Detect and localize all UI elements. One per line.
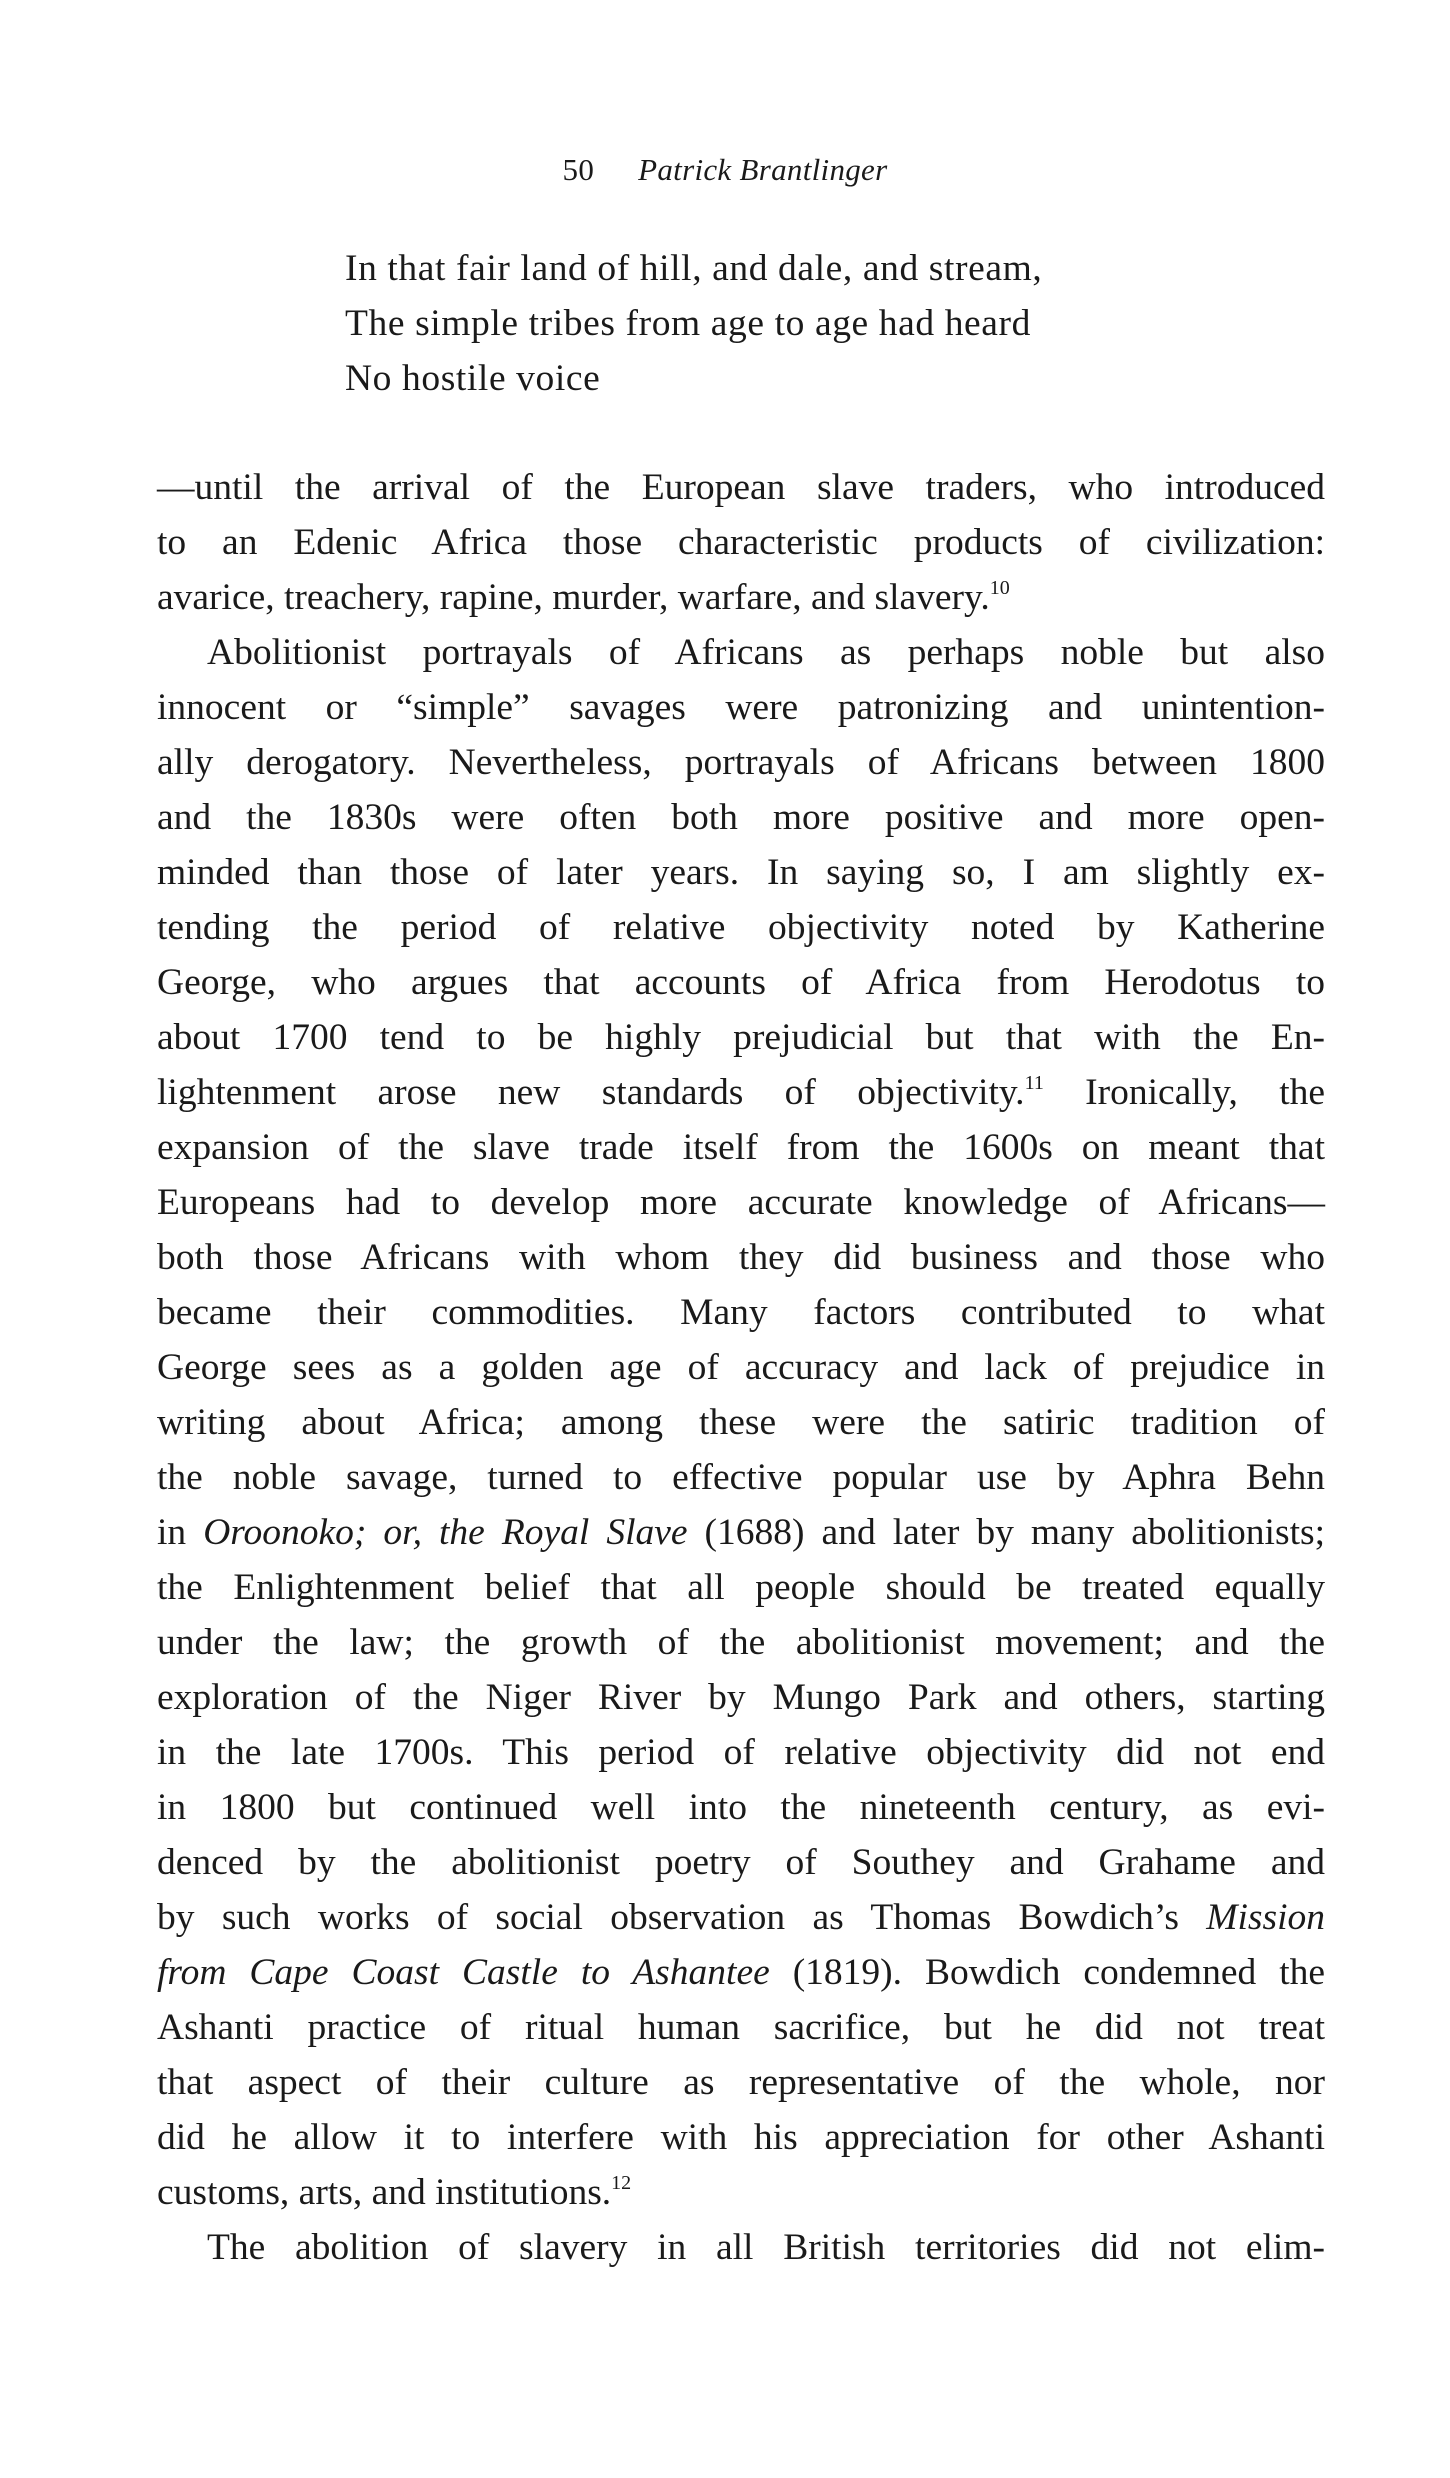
text-line: did he allow it to interfere with his appreciation for other Ashanti: [157, 2117, 1325, 2158]
footnote-ref-11: 11: [1024, 1072, 1044, 1094]
text-line: about 1700 tend to be highly prejudicial but that with the En-: [157, 1017, 1325, 1058]
text-line: ally derogatory. Nevertheless, portrayals of Africans between 1800: [157, 742, 1325, 783]
page-number: 50: [562, 152, 595, 187]
text-fragment: in: [157, 1512, 204, 1553]
text-line: exploration of the Niger River by Mungo Park and others, starting: [157, 1677, 1325, 1718]
text-line: to an Edenic Africa those characteristic products of civilization:: [157, 522, 1325, 563]
text-fragment: (1819). Bowdich condemned the: [769, 1952, 1326, 1993]
text-line: the noble savage, turned to effective popular use by Aphra Behn: [157, 1457, 1325, 1498]
text-line: and the 1830s were often both more positive and more open-: [157, 797, 1325, 838]
text-fragment: lightenment arose new standards of objectivity.: [157, 1072, 1025, 1113]
text-line: expansion of the slave trade itself from the 1600s on meant that: [157, 1127, 1325, 1168]
text-line: The abolition of slavery in all British territories did not elim-: [207, 2227, 1325, 2268]
text-line: George, who argues that accounts of Africa from Herodotus to: [157, 962, 1325, 1003]
running-head-author: Patrick Brantlinger: [638, 152, 888, 187]
text-line: both those Africans with whom they did business and those who: [157, 1237, 1325, 1278]
text-line: Ashanti practice of ritual human sacrifice, but he did not treat: [157, 2007, 1325, 2048]
text-line: the Enlightenment belief that all people should be treated equally: [157, 1567, 1325, 1608]
footnote-ref-12: 12: [611, 2172, 632, 2194]
verse-line: The simple tribes from age to age had heard: [345, 303, 1031, 344]
text-line: George sees as a golden age of accuracy and lack of prejudice in: [157, 1347, 1325, 1388]
text-line: [157, 1890, 1325, 1945]
text-line: writing about Africa; among these were the satiric tradition of: [157, 1402, 1325, 1443]
text-fragment: avarice, treachery, rapine, murder, warfare, and slavery.: [157, 577, 990, 618]
book-title-mission-cont: from Cape Coast Castle to Ashantee: [157, 1952, 770, 1993]
text-line: in 1800 but continued well into the nineteenth century, as evi-: [157, 1787, 1325, 1828]
paragraph: [157, 625, 1325, 2220]
verse-quotation: [345, 241, 1325, 406]
text-line: [157, 1065, 1325, 1120]
body-text: [157, 460, 1325, 2275]
verse-line: No hostile voice: [345, 358, 601, 399]
paragraph-continuation: [157, 460, 1325, 625]
text-fragment: Ironically, the: [1043, 1072, 1326, 1113]
text-line: [157, 1505, 1325, 1560]
text-line: became their commodities. Many factors contributed to what: [157, 1292, 1325, 1333]
text-line: —until the arrival of the European slave traders, who introduced: [157, 467, 1325, 508]
text-fragment: customs, arts, and institutions.: [157, 2172, 612, 2213]
text-line: [157, 2165, 1325, 2220]
text-fragment: (1688) and later by many abolitionists;: [687, 1512, 1326, 1553]
text-line: Abolitionist portrayals of Africans as perhaps noble but also: [207, 632, 1325, 673]
verse-line: In that fair land of hill, and dale, and stream,: [345, 248, 1043, 289]
text-line: Europeans had to develop more accurate knowledge of Africans—: [157, 1182, 1325, 1223]
book-title-oroonoko: Oroonoko; or, the Royal Slave: [203, 1512, 688, 1553]
running-head: [0, 150, 1450, 190]
text-fragment: by such works of social observation as Thomas Bowdich’s: [157, 1897, 1207, 1938]
paragraph: [157, 2220, 1325, 2275]
text-line: under the law; the growth of the abolitionist movement; and the: [157, 1622, 1325, 1663]
text-line: [157, 570, 1325, 625]
text-line: tending the period of relative objectivity noted by Katherine: [157, 907, 1325, 948]
text-line: innocent or “simple” savages were patronizing and unintention-: [157, 687, 1325, 728]
text-line: [157, 1945, 1325, 2000]
text-line: that aspect of their culture as representative of the whole, nor: [157, 2062, 1325, 2103]
text-line: in the late 1700s. This period of relative objectivity did not end: [157, 1732, 1325, 1773]
book-title-mission: Mission: [1206, 1897, 1325, 1938]
footnote-ref-10: 10: [989, 577, 1010, 599]
text-line: minded than those of later years. In saying so, I am slightly ex-: [157, 852, 1325, 893]
text-line: denced by the abolitionist poetry of Southey and Grahame and: [157, 1842, 1325, 1883]
